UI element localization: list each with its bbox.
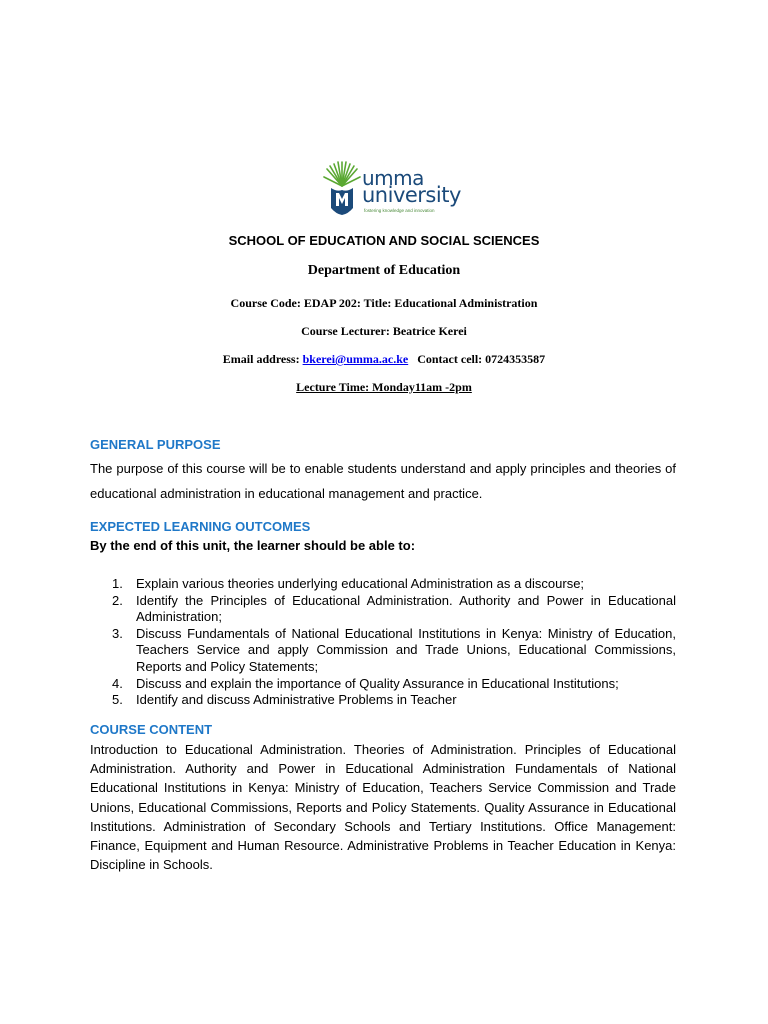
list-item: [90, 692, 676, 709]
list-item-text: Discuss and explain the importance of Quality Assurance in Educational Institutions;: [136, 675, 619, 691]
contact-line: [0, 352, 768, 367]
learning-outcomes-list: [90, 576, 676, 709]
logo-emblem-icon: [322, 158, 362, 220]
course-content-heading: COURSE CONTENT: [90, 722, 213, 737]
general-purpose-text: The purpose of this course will be to enable students understand and apply principles and theories of educational administration in educational management and practice.: [90, 461, 676, 501]
school-title: SCHOOL OF EDUCATION AND SOCIAL SCIENCES: [228, 233, 540, 248]
university-logo: [322, 158, 461, 220]
lecture-time: Lecture Time: Monday11am -2pm: [296, 380, 472, 394]
list-item: [90, 676, 676, 693]
list-item: [90, 576, 676, 593]
contact-cell: Contact cell: 0724353587: [408, 352, 546, 366]
list-item-number: 2.: [112, 592, 123, 608]
logo-text-university: university: [362, 183, 461, 207]
list-item-number: 1.: [112, 576, 123, 591]
learning-outcomes-intro: By the end of this unit, the learner should be able to:: [90, 538, 416, 553]
email-link[interactable]: bkerei@umma.ac.ke: [302, 352, 409, 366]
learning-outcomes-heading: EXPECTED LEARNING OUTCOMES: [90, 519, 311, 534]
list-item: [90, 593, 676, 626]
department-title: Department of Education: [307, 263, 461, 278]
list-item-text: Identify the Principles of Educational Administration. Authority and Power in Educational Administration;: [136, 592, 676, 625]
list-item: [90, 626, 676, 676]
list-item-text: Discuss Fundamentals of National Educational Institutions in Kenya: Ministry of Education, Teachers Service and apply Commission and Trade Unions, Educational Commissions, Reports and Policy Statements;: [136, 625, 676, 674]
logo-text-umma: umma: [362, 166, 424, 190]
list-item-text: Identify and discuss Administrative Problems in Teacher: [136, 692, 457, 708]
course-code-line: Course Code: EDAP 202: Title: Educational Administration: [230, 296, 538, 310]
list-item-number: 5.: [112, 692, 123, 708]
logo-tagline: fostering knowledge and innovation: [364, 208, 435, 213]
list-item-number: 3.: [112, 625, 123, 641]
list-item-number: 4.: [112, 675, 123, 691]
course-content-text: Introduction to Educational Administration. Theories of Administration. Principles of Educational Administration. Authority and Power in Educational Administration Fundamentals of National Educational Institutions in Kenya: Ministry of Education, Teachers Service Commission and Trade Unions, Educational Commissions, Reports and Policy Statements. Quality Assurance in Educational Institutions. Administration of Secondary Schools and Tertiary Institutions. Office Management: Finance, Equipment and Human Resource. Administrative Problems in Teacher Education in Kenya: Discipline in Schools.: [90, 742, 676, 873]
general-purpose-heading: GENERAL PURPOSE: [90, 437, 221, 452]
course-lecturer-line: Course Lecturer: Beatrice Kerei: [301, 324, 467, 338]
list-item-text: Explain various theories underlying educational Administration as a discourse;: [136, 576, 585, 591]
email-label: Email address:: [222, 352, 303, 366]
